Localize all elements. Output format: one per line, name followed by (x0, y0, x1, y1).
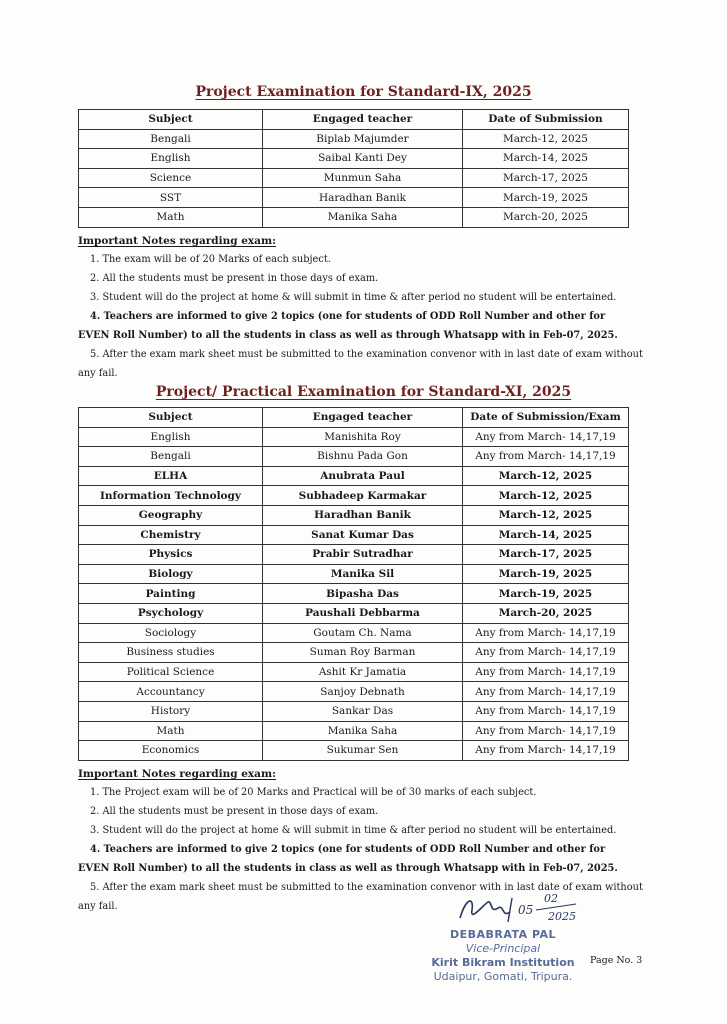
cell-date: March-19, 2025 (463, 584, 629, 604)
table-row (79, 149, 629, 169)
cell-date: March-12, 2025 (463, 466, 629, 486)
cell-subject: English (79, 149, 263, 169)
cell-subject: Biology (79, 564, 263, 584)
note-item: 2. All the students must be present in those days of exam. (90, 273, 379, 284)
table-row (79, 427, 629, 447)
cell-subject: Accountancy (79, 682, 263, 702)
svg-text:05: 05 (518, 903, 534, 917)
cell-date: March-14, 2025 (463, 149, 629, 169)
table-row (79, 564, 629, 584)
standard-xi-table (78, 407, 629, 761)
cell-teacher: Sankar Das (263, 701, 463, 721)
table-row (79, 545, 629, 565)
note-item-continued: any fail. (78, 368, 118, 379)
cell-date: March-19, 2025 (463, 188, 629, 208)
cell-teacher: Goutam Ch. Nama (263, 623, 463, 643)
cell-teacher: Sanjoy Debnath (263, 682, 463, 702)
signatory-name: DEBABRATA PAL (449, 928, 557, 941)
note-item-continued: EVEN Roll Number) to all the students in class as well as through Whatsapp with in Feb-07, 2025. (78, 330, 618, 341)
notes-list (78, 250, 650, 383)
section1-title: Project Examination for Standard-IX, 2025 (195, 84, 532, 100)
table-row (79, 447, 629, 467)
table-row (79, 486, 629, 506)
cell-teacher: Haradhan Banik (263, 505, 463, 525)
table-row (79, 662, 629, 682)
table-row (79, 623, 629, 643)
cell-subject: Painting (79, 584, 263, 604)
cell-date: March-19, 2025 (463, 564, 629, 584)
cell-subject: Information Technology (79, 486, 263, 506)
cell-date: Any from March- 14,17,19 (463, 427, 629, 447)
note-item: 5. After the exam mark sheet must be submitted to the examination convenor with in last date of exam without (90, 882, 643, 893)
cell-date: Any from March- 14,17,19 (463, 741, 629, 761)
cell-subject: Business studies (79, 643, 263, 663)
column-header-date: Date of Submission/Exam (463, 408, 629, 428)
cell-subject: Math (79, 721, 263, 741)
note-item: 1. The Project exam will be of 20 Marks and Practical will be of 30 marks of each subject. (90, 787, 537, 798)
note-item-continued: EVEN Roll Number) to all the students in class as well as through Whatsapp with in Feb-07, 2025. (78, 863, 618, 874)
cell-teacher: Paushali Debbarma (263, 603, 463, 623)
cell-subject: Physics (79, 545, 263, 565)
cell-teacher: Manika Sil (263, 564, 463, 584)
table-row (79, 701, 629, 721)
standard-ix-table (78, 109, 629, 228)
cell-date: March-20, 2025 (463, 207, 629, 227)
cell-teacher: Ashit Kr Jamatia (263, 662, 463, 682)
svg-text:02: 02 (544, 892, 558, 905)
column-header-date: Date of Submission (463, 110, 629, 130)
cell-subject: Psychology (79, 603, 263, 623)
cell-teacher: Manika Saha (263, 721, 463, 741)
note-item: 2. All the students must be present in those days of exam. (90, 806, 379, 817)
note-item: 1. The exam will be of 20 Marks of each subject. (90, 254, 331, 265)
institution-name: Kirit Bikram Institution (431, 956, 575, 969)
table-row (79, 505, 629, 525)
cell-teacher: Bipasha Das (263, 584, 463, 604)
table-row (79, 721, 629, 741)
cell-subject: SST (79, 188, 263, 208)
cell-subject: Economics (79, 741, 263, 761)
notes-heading: Important Notes regarding exam: (78, 235, 276, 247)
svg-text:2025: 2025 (548, 910, 576, 923)
cell-date: Any from March- 14,17,19 (463, 721, 629, 741)
table-row (79, 207, 629, 227)
cell-teacher: Bishnu Pada Gon (263, 447, 463, 467)
notes-heading: Important Notes regarding exam: (78, 768, 276, 780)
section2-title: Project/ Practical Examination for Standard-XI, 2025 (155, 384, 572, 400)
column-header-teacher: Engaged teacher (263, 408, 463, 428)
table-row (79, 168, 629, 188)
page-number: Page No. 3 (590, 955, 643, 966)
cell-teacher: Sanat Kumar Das (263, 525, 463, 545)
note-item: 4. Teachers are informed to give 2 topics (one for students of ODD Roll Number and other for (90, 844, 606, 855)
table-row (79, 603, 629, 623)
cell-teacher: Prabir Sutradhar (263, 545, 463, 565)
cell-date: March-17, 2025 (463, 545, 629, 565)
cell-date: March-17, 2025 (463, 168, 629, 188)
cell-teacher: Saibal Kanti Dey (263, 149, 463, 169)
cell-date: Any from March- 14,17,19 (463, 701, 629, 721)
cell-subject: History (79, 701, 263, 721)
table-row (79, 682, 629, 702)
table-row (79, 525, 629, 545)
column-header-teacher: Engaged teacher (263, 110, 463, 130)
cell-teacher: Munmun Saha (263, 168, 463, 188)
cell-date: Any from March- 14,17,19 (463, 623, 629, 643)
institution-address: Udaipur, Gomati, Tripura. (433, 970, 573, 983)
cell-subject: Bengali (79, 129, 263, 149)
cell-subject: ELHA (79, 466, 263, 486)
cell-subject: Sociology (79, 623, 263, 643)
signature-stamp (418, 928, 588, 984)
cell-date: March-12, 2025 (463, 505, 629, 525)
cell-subject: Bengali (79, 447, 263, 467)
table-row (79, 188, 629, 208)
cell-teacher: Manika Saha (263, 207, 463, 227)
signature-image (452, 888, 582, 928)
cell-subject: Geography (79, 505, 263, 525)
table-row (79, 741, 629, 761)
table-row (79, 466, 629, 486)
table-header-row (79, 110, 629, 130)
note-item: 3. Student will do the project at home & will submit in time & after period no student will be entertained. (90, 292, 617, 303)
note-item: 3. Student will do the project at home & will submit in time & after period no student will be entertained. (90, 825, 617, 836)
cell-subject: Political Science (79, 662, 263, 682)
cell-subject: Science (79, 168, 263, 188)
table-header-row (79, 408, 629, 428)
signatory-designation: Vice-Principal (465, 942, 541, 955)
note-item-continued: any fail. (78, 901, 118, 912)
cell-date: March-14, 2025 (463, 525, 629, 545)
cell-date: Any from March- 14,17,19 (463, 643, 629, 663)
cell-teacher: Haradhan Banik (263, 188, 463, 208)
table-row (79, 643, 629, 663)
table-row (79, 129, 629, 149)
cell-subject: English (79, 427, 263, 447)
cell-date: Any from March- 14,17,19 (463, 447, 629, 467)
cell-subject: Chemistry (79, 525, 263, 545)
cell-teacher: Subhadeep Karmakar (263, 486, 463, 506)
column-header-subject: Subject (79, 110, 263, 130)
cell-date: Any from March- 14,17,19 (463, 682, 629, 702)
cell-date: March-20, 2025 (463, 603, 629, 623)
note-item: 4. Teachers are informed to give 2 topics (one for students of ODD Roll Number and other for (90, 311, 606, 322)
cell-date: Any from March- 14,17,19 (463, 662, 629, 682)
cell-teacher: Manishita Roy (263, 427, 463, 447)
cell-date: March-12, 2025 (463, 486, 629, 506)
cell-teacher: Anubrata Paul (263, 466, 463, 486)
cell-date: March-12, 2025 (463, 129, 629, 149)
cell-teacher: Sukumar Sen (263, 741, 463, 761)
table-row (79, 584, 629, 604)
cell-teacher: Biplab Majumder (263, 129, 463, 149)
cell-teacher: Suman Roy Barman (263, 643, 463, 663)
column-header-subject: Subject (79, 408, 263, 428)
note-item: 5. After the exam mark sheet must be submitted to the examination convenor with in last date of exam without (90, 349, 643, 360)
cell-subject: Math (79, 207, 263, 227)
